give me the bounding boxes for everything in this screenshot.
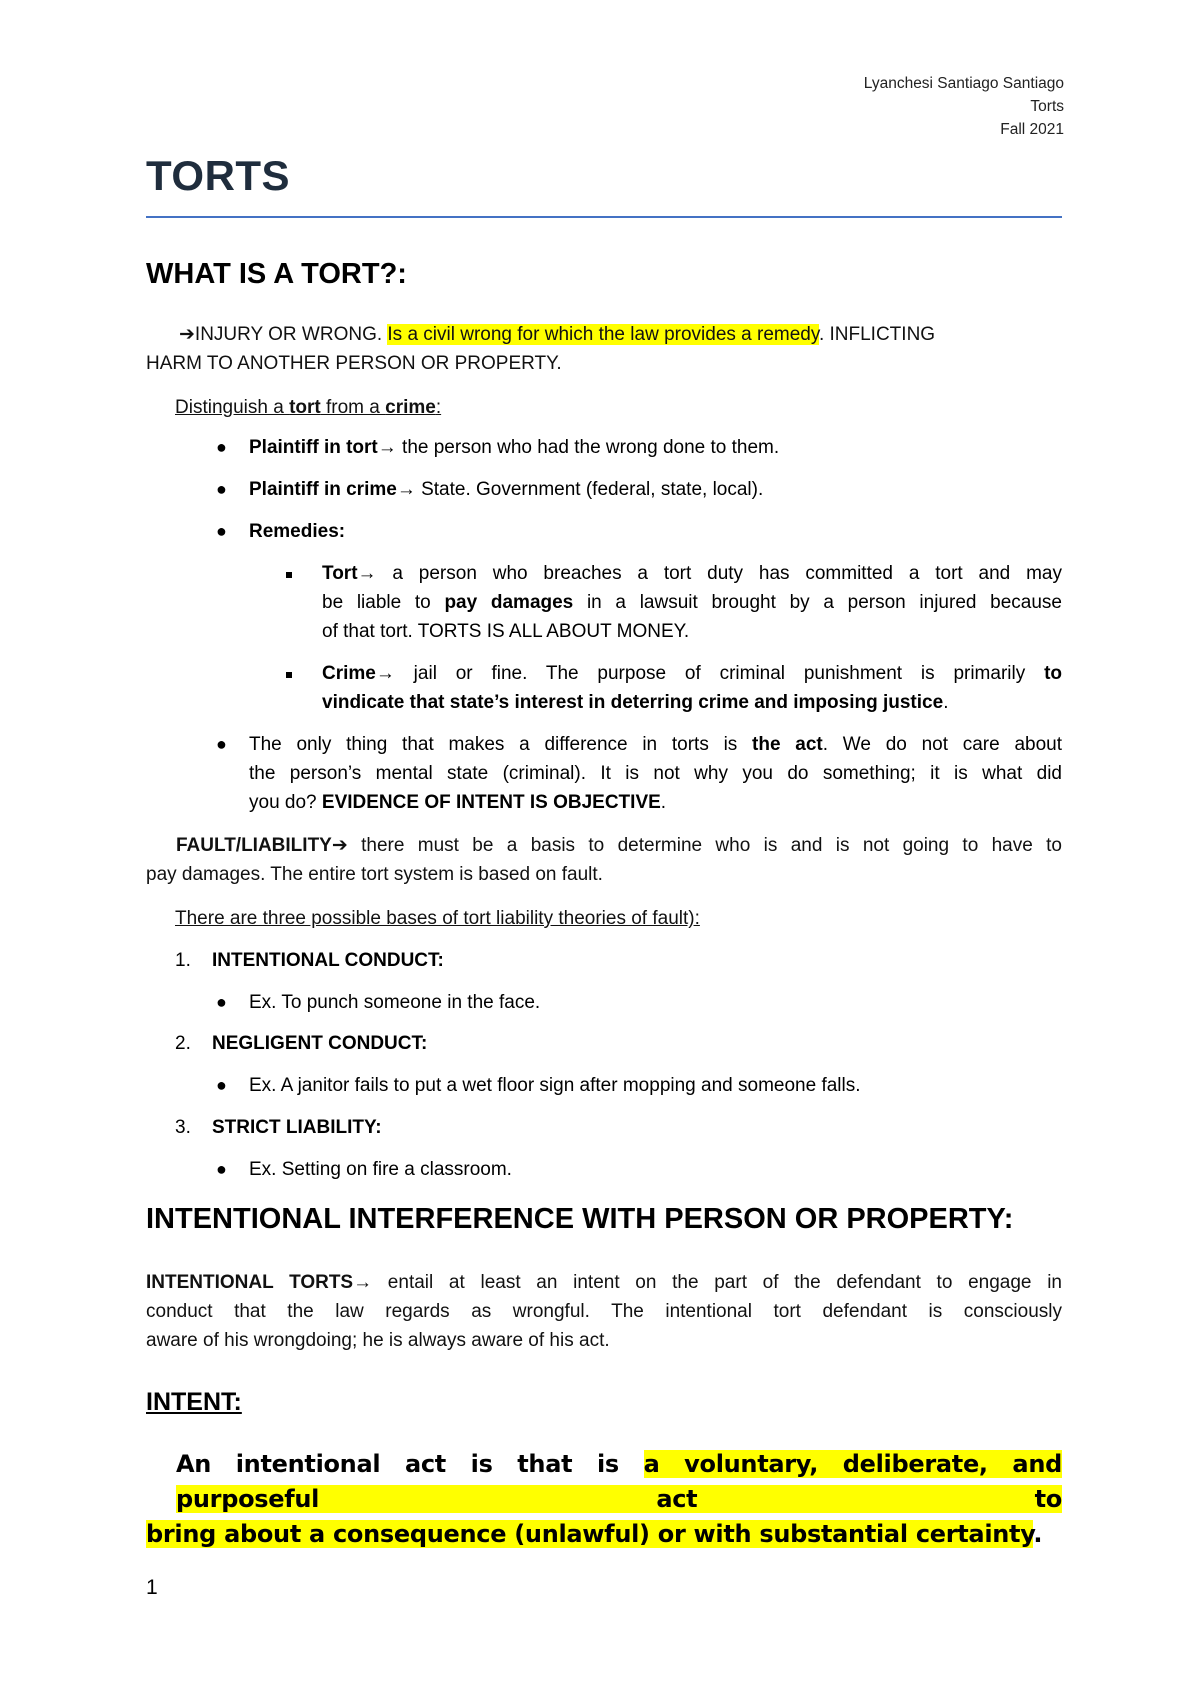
section-heading-what-is-tort: WHAT IS A TORT?: <box>146 258 407 290</box>
highlight-text: Is a civil wrong for which the law provides a remedy <box>387 324 819 345</box>
section-heading-intentional-interference: INTENTIONAL INTERFERENCE WITH PERSON OR PROPERTY: <box>146 1203 1014 1235</box>
intent-definition: An intentional act is that is a voluntary, deliberate, and purposeful act to bring about a consequence (unlawful) or with substantial certainty. <box>146 1450 1062 1548</box>
list-item: The only thing that makes a difference in torts is the act. We do not care about the person’s mental state (criminal). It is not why you do something; it is what did you do? EVIDENCE OF INTENT IS OBJECTIVE. <box>249 734 1062 813</box>
bullet-icon: ● <box>216 1159 227 1179</box>
numbered-item-3: 3. STRICT LIABILITY: <box>175 1117 382 1138</box>
bullet-icon: ● <box>216 479 227 499</box>
list-item: Ex. To punch someone in the face. <box>249 992 541 1013</box>
list-item: Plaintiff in tort→ the person who had the wrong done to them. <box>249 437 780 458</box>
header-term: Fall 2021 <box>1000 121 1064 138</box>
bullet-icon: ● <box>216 992 227 1012</box>
square-bullet-icon <box>286 572 292 578</box>
bullet-icon: ● <box>216 521 227 541</box>
list-item: Plaintiff in crime→ State. Government (federal, state, local). <box>249 479 764 500</box>
bullet-icon: ● <box>216 1075 227 1095</box>
intro-paragraph: ➔INJURY OR WRONG. Is a civil wrong for which the law provides a remedy. INFLICTING HARM TO ANOTHER PERSON OR PROPERTY. <box>146 324 936 374</box>
arrow-icon: ➔ <box>331 835 348 856</box>
header-course: Torts <box>1030 98 1064 115</box>
list-item: Tort→ a person who breaches a tort duty has committed a tort and may be liable to pay damages in a lawsuit brought by a person injured because of that tort. TORTS IS ALL ABOUT MONEY. <box>322 563 1062 642</box>
numbered-item-2: 2. NEGLIGENT CONDUCT: <box>175 1033 428 1054</box>
list-item: Ex. A janitor fails to put a wet floor sign after mopping and someone falls. <box>249 1075 861 1096</box>
list-item: Crime→ jail or fine. The purpose of criminal punishment is primarily to vindicate that state’s interest in deterring crime and imposing justice. <box>322 663 1062 713</box>
bases-heading: There are three possible bases of tort liability theories of fault): <box>175 908 700 929</box>
bullet-icon: ● <box>216 437 227 457</box>
header-author: Lyanchesi Santiago Santiago <box>863 75 1064 92</box>
list-item: Ex. Setting on fire a classroom. <box>249 1159 512 1180</box>
title-underline <box>146 216 1062 218</box>
page-number: 1 <box>146 1576 158 1599</box>
distinguish-heading: Distinguish a tort from a crime: <box>175 397 442 418</box>
bullet-icon: ● <box>216 734 227 754</box>
page-header <box>864 72 1064 141</box>
square-bullet-icon <box>286 672 292 678</box>
list-item: Remedies: <box>249 521 346 542</box>
arrow-icon: ➔ <box>179 324 195 345</box>
section-heading-intent: INTENT: <box>146 1388 242 1416</box>
fault-paragraph: FAULT/LIABILITY➔ there must be a basis to determine who is and is not going to have to pay damages. The entire tort system is based on fault. <box>146 835 1062 885</box>
numbered-item-1: 1. INTENTIONAL CONDUCT: <box>175 950 444 971</box>
intentional-torts-paragraph: INTENTIONAL TORTS→ entail at least an intent on the part of the defendant to engage in conduct that the law regards as wrongful. The intentional tort defendant is consciously aware of his wrongdoing; he is always aware of his act. <box>146 1272 1062 1351</box>
document-title: TORTS <box>146 152 291 199</box>
